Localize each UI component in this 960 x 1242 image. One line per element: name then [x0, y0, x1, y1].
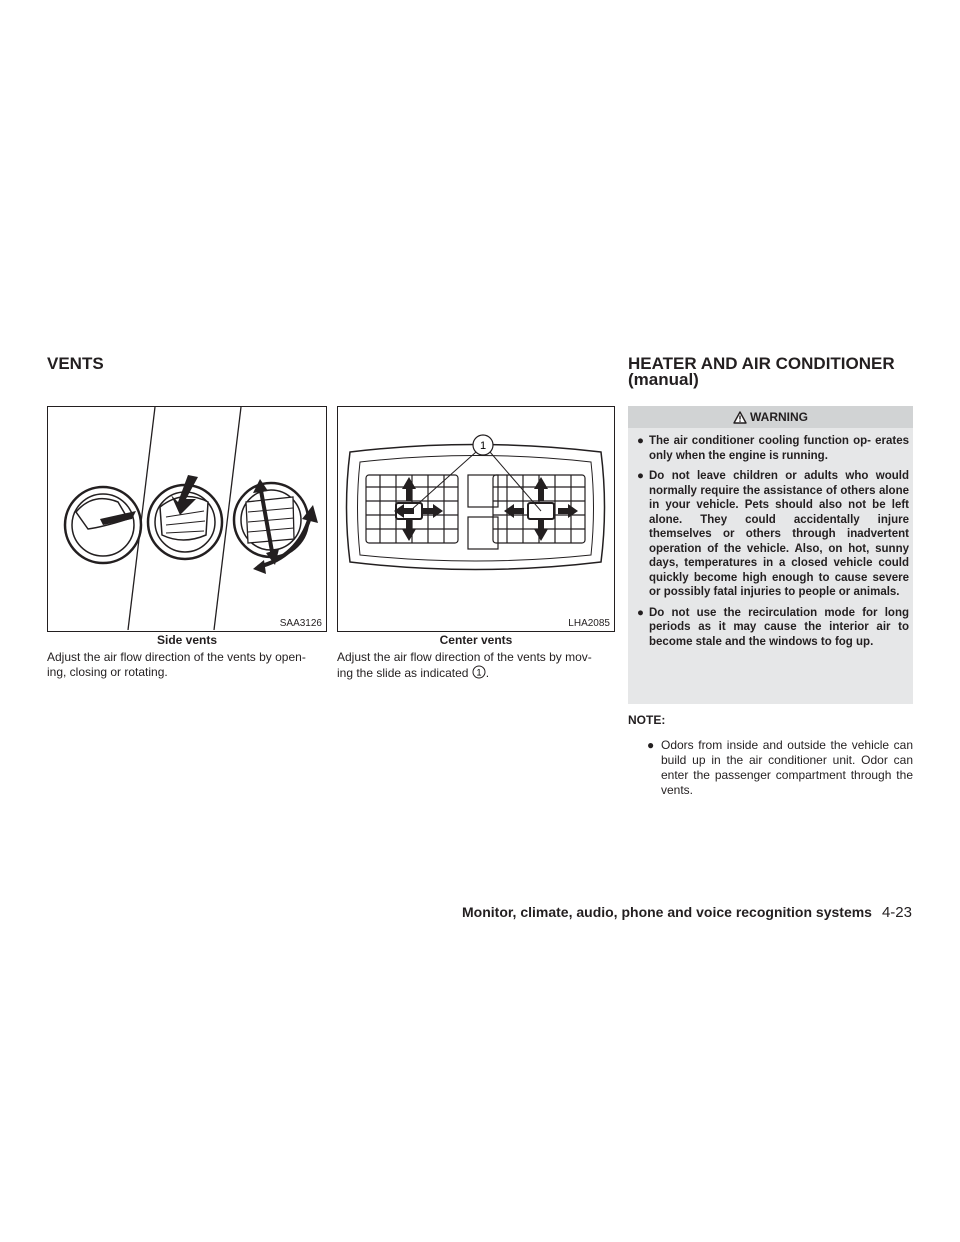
side-vents-paragraph [47, 650, 332, 680]
warning-box [628, 406, 913, 704]
bullet-icon: ● [637, 435, 644, 447]
page-number: 4-23 [881, 904, 912, 921]
side-vents-figure-code: SAA3126 [279, 618, 322, 629]
warning-item [628, 469, 913, 600]
side-vents-figure [47, 406, 327, 632]
section-subtitle-manual: (manual) [628, 370, 699, 389]
center-vents-figure-code: LHA2085 [568, 618, 610, 629]
bullet-icon: ● [637, 606, 644, 619]
note-item [649, 738, 913, 798]
side-vents-text-line1: Adjust the air flow direction of the vents by open- [47, 650, 306, 664]
side-vents-illustration [48, 407, 325, 630]
warning-title: WARNING [750, 410, 808, 424]
center-vents-text-line2-pre: ing the slide as indicated [337, 666, 472, 680]
bullet-icon: ● [647, 738, 655, 752]
warning-item [628, 434, 913, 463]
side-vents-text-line2: ing, closing or rotating. [47, 665, 168, 679]
center-vents-figure [337, 406, 615, 632]
page-footer [462, 904, 912, 921]
warning-item [628, 606, 913, 650]
center-vents-text-line2-post: . [485, 666, 490, 680]
note-label: NOTE: [628, 713, 666, 727]
section-title-vents: VENTS [47, 354, 104, 373]
warning-item-text: The air conditioner cooling function op- erates only when the engine is running. [649, 435, 909, 462]
footer-section-title: Monitor, climate, audio, phone and voice recognition systems [462, 904, 872, 920]
center-vents-illustration [338, 407, 613, 630]
bullet-icon: ● [637, 470, 644, 482]
circled-number-icon [472, 665, 486, 679]
section-title-heater-ac: HEATER AND AIR CONDITIONER [628, 354, 895, 373]
center-vents-paragraph [337, 650, 622, 681]
warning-item-text: Do not use the recirculation mode for long periods as it may cause the interior air to become stale and the windows to fog up. [649, 606, 909, 648]
center-vents-callout-label: 1 [479, 440, 487, 452]
warning-triangle-icon [733, 411, 747, 424]
center-vents-text-line2 [337, 665, 622, 681]
warning-header [628, 406, 913, 428]
side-vents-caption: Side vents [156, 633, 218, 647]
note-item-text: Odors from inside and outside the vehicle can build up in the air conditioner unit. Odor can enter the passenger compartment through the vents. [661, 738, 913, 797]
warning-list [628, 434, 913, 649]
circled-number-label: 1 [476, 667, 482, 678]
center-vents-text-line1: Adjust the air flow direction of the vents by mov- [337, 650, 592, 664]
center-vents-caption: Center vents [439, 633, 513, 647]
warning-item-text: Do not leave children or adults who would normally require the assistance of others alone in your vehicle. Pets should also not be left alone. They could accidentally injure themselves or others through inadvertent operation of the vehicle. Also, on hot, sunny days, temperatures in a closed vehicle could quickly become high enough to cause severe or possibly fatal injuries to people or animals. [649, 470, 909, 598]
